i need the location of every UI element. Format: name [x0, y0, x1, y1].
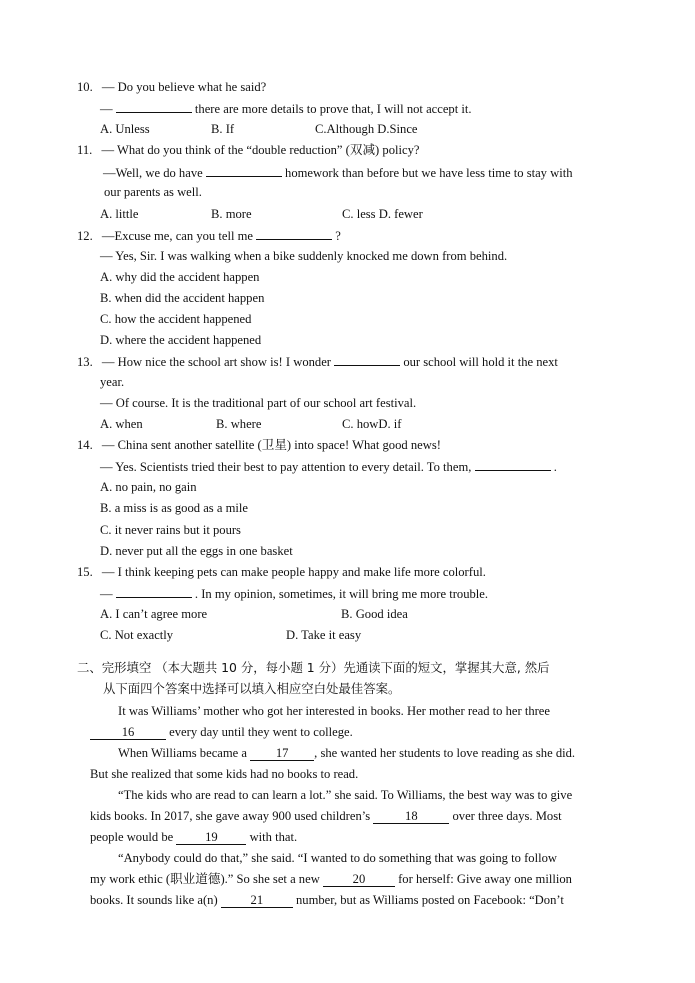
q14-answer-suffix: .	[553, 460, 557, 474]
q15-number: 15.	[77, 565, 93, 579]
q12-question-prefix: —Excuse me, can you tell me	[101, 229, 253, 243]
q11-option-b: B. more	[211, 207, 252, 221]
q14-blank	[475, 458, 551, 471]
passage-p4-line1: “Anybody could do that,” she said. “I wanted to do something that was going to follow	[118, 851, 557, 865]
q15-option-a: A. I can’t agree more	[100, 607, 208, 621]
q14-option-d: D. never put all the eggs in one basket	[100, 544, 293, 558]
passage-p3-line2-prefix: kids books. In 2017, she gave away 900 used children’s	[90, 809, 371, 823]
q13-option-a: A. when	[100, 417, 143, 431]
passage-p4-line3	[90, 892, 564, 908]
q12-number: 12.	[77, 229, 93, 243]
blank-18: 18	[373, 809, 449, 824]
passage-p4-line2-prefix: my work ethic (职业道德).” So she set a new	[90, 872, 320, 886]
q13-question-line	[77, 353, 558, 370]
q11-number: 11.	[77, 143, 93, 157]
q12-option-b: B. when did the accident happen	[100, 291, 265, 305]
q11-blank	[206, 164, 282, 177]
q10-answer-suffix: there are more details to prove that, I will not accept it.	[194, 102, 472, 116]
q11-answer-line	[103, 164, 573, 181]
passage-p3-line1: “The kids who are read to can learn a lot.” she said. To Williams, the best way was to give	[118, 788, 573, 802]
blank-21: 21	[221, 893, 293, 908]
q14-answer-line	[100, 458, 557, 475]
q11-question-text: — What do you think of the “double reduction” (双减) policy?	[101, 143, 420, 157]
blank-19: 19	[176, 830, 246, 845]
blank-17: 17	[250, 746, 314, 761]
q11-answer-prefix: —Well, we do have	[103, 166, 203, 180]
q15-option-c: C. Not exactly	[100, 628, 174, 642]
q10-blank	[116, 100, 192, 113]
passage-p4-line2	[90, 871, 572, 887]
q13-option-b: B. where	[216, 417, 262, 431]
q10-question-text: — Do you believe what he said?	[101, 80, 267, 94]
passage-p2-line1-prefix: When Williams became a	[118, 746, 247, 760]
passage-p4-line2-suffix: for herself: Give away one million	[398, 872, 572, 886]
q10-option-b: B. If	[211, 122, 235, 136]
q14-option-c: C. it never rains but it pours	[100, 523, 241, 537]
q10-answer-prefix: —	[100, 102, 113, 116]
q15-answer-prefix: —	[100, 587, 113, 601]
passage-p3-line2	[90, 808, 562, 824]
q12-option-a: A. why did the accident happen	[100, 270, 260, 284]
q14-question-line	[77, 437, 441, 453]
q13-question-line2: year.	[100, 375, 125, 389]
q14-number: 14.	[77, 438, 93, 452]
q10-question-line	[77, 79, 266, 95]
q12-question-suffix: ?	[335, 229, 341, 243]
q12-blank	[256, 227, 332, 240]
blank-20: 20	[323, 872, 395, 887]
q12-option-d: D. where the accident happened	[100, 333, 262, 347]
q13-answer-line: — Of course. It is the traditional part of our school art festival.	[100, 396, 417, 410]
q11-question-line	[77, 142, 419, 158]
passage-p2-line1	[118, 745, 575, 761]
q12-answer-line: — Yes, Sir. I was walking when a bike suddenly knocked me down from behind.	[100, 249, 508, 263]
q11-answer-suffix: homework than before but we have less time to stay with	[285, 166, 573, 180]
passage-p1-line1: It was Williams’ mother who got her interested in books. Her mother read to her three	[118, 704, 550, 718]
blank-16: 16	[90, 725, 166, 740]
q11-answer-line2: our parents as well.	[104, 185, 202, 199]
q10-option-cd: C.Although D.Since	[315, 122, 418, 136]
q13-number: 13.	[77, 355, 93, 369]
q10-option-a: A. Unless	[100, 122, 150, 136]
q15-option-b: B. Good idea	[341, 607, 408, 621]
section2-heading-line2: 从下面四个答案中选择可以填入相应空白处最佳答案。	[103, 681, 401, 696]
passage-p4-line3-suffix: number, but as Williams posted on Facebook: “Don’t	[295, 893, 564, 907]
passage-p1-line2	[90, 724, 353, 740]
q11-option-a: A. little	[100, 207, 139, 221]
passage-p3-line2-suffix: over three days. Most	[452, 809, 562, 823]
q15-answer-line	[100, 585, 488, 602]
passage-p3-line3-suffix: with that.	[249, 830, 298, 844]
q10-answer-line	[100, 100, 472, 117]
passage-p3-line3	[90, 829, 297, 845]
passage-p4-line3-prefix: books. It sounds like a(n)	[90, 893, 218, 907]
passage-p2-line2: But she realized that some kids had no books to read.	[90, 767, 359, 781]
passage-p2-line1-suffix: , she wanted her students to love reading as she did.	[314, 746, 576, 760]
q12-question-line	[77, 227, 341, 244]
q14-answer-prefix: — Yes. Scientists tried their best to pay attention to every detail. To them,	[100, 460, 472, 474]
q11-option-cd: C. less D. fewer	[342, 207, 423, 221]
passage-p1-line2-text: every day until they went to college.	[169, 725, 353, 739]
q13-question-prefix: — How nice the school art show is! I wonder	[101, 355, 331, 369]
q10-number: 10.	[77, 80, 93, 94]
passage-p3-line3-prefix: people would be	[90, 830, 174, 844]
q15-question-text: — I think keeping pets can make people happy and make life more colorful.	[101, 565, 486, 579]
section2-heading-line1: 二、完形填空 （本大题共 10 分，每小题 1 分）先通读下面的短文，掌握其大意, 然后	[77, 660, 550, 675]
q13-blank	[334, 353, 400, 366]
q14-question-text: — China sent another satellite (卫星) into space! What good news!	[101, 438, 441, 452]
q15-blank	[116, 585, 192, 598]
q15-question-line	[77, 564, 486, 580]
q15-option-d: D. Take it easy	[286, 628, 362, 642]
q12-option-c: C. how the accident happened	[100, 312, 252, 326]
q13-question-suffix: our school will hold it the next	[403, 355, 558, 369]
q14-option-a: A. no pain, no gain	[100, 480, 197, 494]
q15-answer-suffix: . In my opinion, sometimes, it will bring me more trouble.	[194, 587, 489, 601]
q14-option-b: B. a miss is as good as a mile	[100, 501, 248, 515]
q13-option-cd: C. howD. if	[342, 417, 402, 431]
